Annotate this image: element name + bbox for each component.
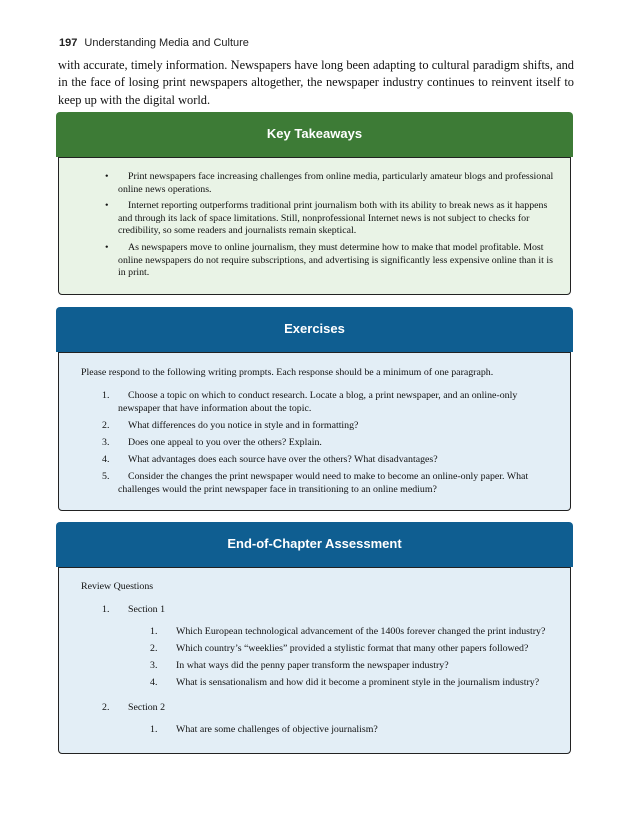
key-takeaways-body xyxy=(58,157,571,295)
assessment-box xyxy=(56,522,573,756)
review-questions-heading: Review Questions xyxy=(81,581,154,592)
assessment-title: End-of-Chapter Assessment xyxy=(56,522,573,567)
bullet-icon: • xyxy=(105,171,109,182)
key-takeaways-box xyxy=(56,112,573,297)
assessment-body: Review Questions 1. Section 1 1. Which European technological advancement of the 1400s forever changed the print industry? 2. Which country’s “weeklies” provided a stylistic format that many other papers followed? 3. In what ways did the penny paper transform the newspaper industry? 4. What is sensationalism and how did it become a prominent style in the journalism industry? 2. Section 2 1. What are some challenges of objective journalism? xyxy=(58,567,571,754)
running-header xyxy=(59,37,249,49)
exercises-body xyxy=(58,352,571,511)
list-item: • Internet reporting outperforms traditional print journalism both with its ability to break news as it happens and through its lack of space limitations. Still, nonprofessional Internet news is not subject to checks for credibility, so some readers and journalists remain skeptical. xyxy=(105,200,548,237)
list-item: 5. Consider the changes the print newspaper would need to make to become an online-only paper. What challenges would the print newspaper face in transitioning to an online medium? xyxy=(102,470,529,495)
bullet-icon: • xyxy=(105,200,109,212)
book-title: Understanding Media and Culture xyxy=(84,37,249,49)
list-item: • As newspapers move to online journalism, they must determine how to make that model profitable. Most online newspapers do not require subscriptions, and advertising is significantly less expensive online than it is in print. xyxy=(105,241,553,279)
exercises-list xyxy=(59,390,570,501)
list-item: 4. What advantages does each source have over the others? What disadvantages? xyxy=(102,453,438,465)
intro-paragraph: with accurate, timely information. Newspapers have long been adapting to cultural paradigm shifts, and in the face of losing print newspapers altogether, the newspaper industry continues to reinvent itself to keep up with the digital world. xyxy=(58,58,574,107)
takeaways-list xyxy=(59,171,570,284)
list-item: 1. Choose a topic on which to conduct research. Locate a blog, a print newspaper, and an online-only newspaper that have information about the topic. xyxy=(102,390,518,414)
exercises-prompt: Please respond to the following writing prompts. Each response should be a minimum of one paragraph. xyxy=(81,367,494,378)
key-takeaways-title: Key Takeaways xyxy=(56,112,573,157)
bullet-icon: • xyxy=(105,241,109,253)
list-item: 3. Does one appeal to you over the others? Explain. xyxy=(102,436,322,448)
page-number: 197 xyxy=(59,37,78,49)
list-item: 2. What differences do you notice in style and in formatting? xyxy=(102,419,359,431)
exercises-title: Exercises xyxy=(56,307,573,352)
list-item: • Print newspapers face increasing challenges from online media, particularly amateur blogs and professional online news operations. xyxy=(105,171,554,195)
exercises-box xyxy=(56,307,573,513)
